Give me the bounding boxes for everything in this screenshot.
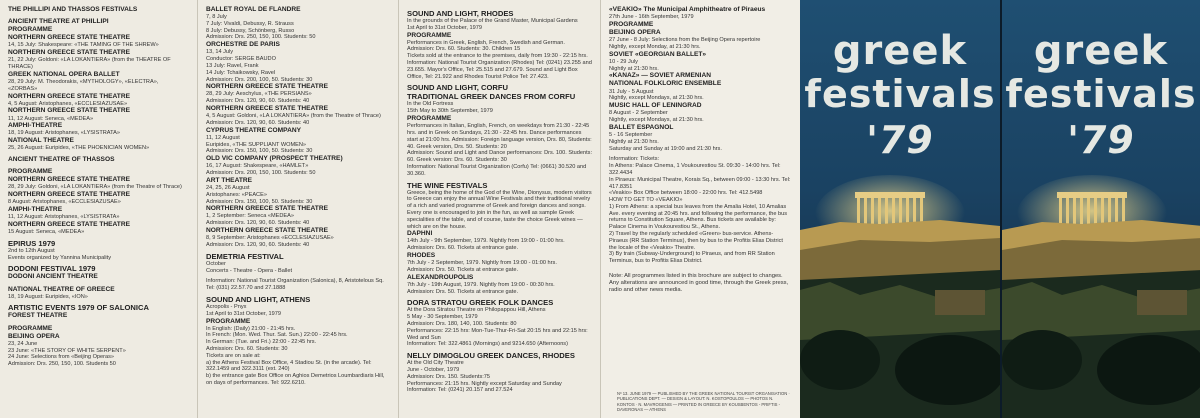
section-heading: GREEK NATIONAL OPERA BALLET bbox=[8, 70, 120, 78]
veakio-blocks bbox=[609, 6, 792, 265]
event-detail-text: 8, 9 September: Aristophanes «ECCLESIAZUSAE» Admission: Drs. 120, 90, 60. Students: 40 bbox=[206, 235, 334, 248]
section-heading: MUSIC HALL OF LENINGRAD bbox=[609, 102, 702, 110]
festival-heading: ARTISTIC EVENTS 1979 OF SALONICA bbox=[8, 303, 149, 313]
imprint-text: Nº 13. JUNE 1979 — PUBLISHED BY THE GREEK NATIONAL TOURIST ORGANISATION · PUBLICATIONS DEPT. — DESIGN & LAYOUT: N. KOSTOPOULOS — PHOTOS N. KONTOS · N. MAVROGENIS — PRINTED IN GREECE BY KOUSBENTOS - PRIFTIS - DAVERONAS — ATHENS bbox=[617, 391, 790, 412]
section-heading: NATIONAL THEATRE bbox=[8, 137, 74, 145]
section-heading: NORTHERN GREECE STATE THEATRE bbox=[8, 176, 130, 184]
event-detail-text: 11, 12 August Euripides, «THE SUPPLIANT WOMEN» Admission: Drs. 150, 100, 50. Students: 30 bbox=[206, 134, 313, 155]
section-heading: ART THEATRE bbox=[206, 176, 253, 184]
acropolis-night-photo-front bbox=[1002, 170, 1200, 418]
event-detail-text: At the Old City Theatre June - October, 1979 Admission: Drs. 150. Students:75 Performances: 21:15 hrs. Nightly except Saturday and Sunday Information: Tel: (0241) 20.157 and 27.524 bbox=[407, 360, 562, 394]
section-heading: PROGRAMME bbox=[8, 324, 53, 332]
event-detail-text: 14, 15 July: Shakespeare: «THE TAMING OF THE SHREW» bbox=[8, 42, 159, 49]
event-detail-text: 8 August - 2 September Nightly, except Mondays, at 21:30 hrs. bbox=[609, 110, 704, 124]
event-detail-text: 28, 29 July: M. Theodorakis, «MYTHOLOGY», «ELECTRA», «ZORBAS» bbox=[8, 78, 159, 92]
event-detail-text: Performances in Italian, English, French, on weekdays from 21:30 - 22:45 hrs. and in Greek on Sundays, 21:30 - 22:45 hrs. Dance performances start at 21:00 hrs. Admission: Foreign language version, Drs. 80, Students: 40. Greek version, Drs. 50. Students: 20 Admission: Sound and Light and Dance performances: Drs. 100. Students: 60. Greek version: Drs. 60. Students: 30 Information: National Tourist Organization (Corfu) Tel: (0661) 30.520 and 30.360. bbox=[407, 123, 593, 177]
cover-title-festivals-front: festivals bbox=[1005, 72, 1197, 116]
section-heading: ORCHESTRE DE PARIS bbox=[206, 41, 280, 49]
section-heading: THE PHILLIPI AND THASSOS FESTIVALS bbox=[8, 6, 138, 13]
section-heading: NORTHERN GREECE STATE THEATRE bbox=[206, 227, 328, 235]
event-detail-text: 7th July - 19th August, 1979. Nightly from 19:00 - 00:30 hrs. Admission: Drs. 50. Tickets at entrance gate. bbox=[407, 281, 555, 295]
event-detail-text: 15 August: Seneca, «MEDEA» bbox=[8, 229, 85, 236]
section-heading: PROGRAMME bbox=[8, 168, 53, 176]
event-detail-text: 7th July - 2 September, 1979. Nightly from 19:00 - 01:00 hrs. Admission: Drs. 50. Tickets at entrance gate. bbox=[407, 260, 557, 273]
event-detail-text: 11, 12 August: Aristophanes, «LYSISTRATA» bbox=[8, 214, 120, 221]
cover-title-year: '79 bbox=[866, 118, 934, 162]
section-heading: ANCIENT THEATRE OF THASSOS bbox=[8, 156, 115, 164]
festival-heading: DORA STRATOU GREEK FOLK DANCES bbox=[407, 298, 554, 308]
panel-rhodes-corfu-wine bbox=[398, 0, 600, 418]
section-heading: NORTHERN GREECE STATE THEATRE bbox=[8, 49, 130, 57]
event-detail-text: Performances in Greek, English, French, Swedish and German. Admission: Drs. 60. Students: 30. Children 15 Tickets sold at the entrance to the premises, daily from 19:30 - 22:15 hrs. Information: National Tourist Organization (Rhodes) Tel: (0241) 23.255 and 23.655. Mayor's Office, Tel: 25.515 and 27.679. Sound and Light Box Office, Tel: 21.922 and Rhodes Tourist Police Tel: 27.423. bbox=[407, 39, 592, 80]
event-detail-text: 25, 26 August: Euripides, «THE PHOENICIAN WOMEN» bbox=[8, 145, 150, 152]
section-heading: NORTHERN GREECE STATE THEATRE bbox=[206, 83, 328, 91]
event-detail-text: 24, 25, 26 August Aristophanes: «PEACE» Admission: Drs. 150, 100, 50. Students: 30 bbox=[206, 185, 313, 205]
cover-front bbox=[1002, 0, 1200, 418]
section-heading: DAPHNI bbox=[407, 230, 433, 238]
event-detail-text: 7, 8 July 7 July: Vivaldi, Debussy, R. Strauss 8 July: Debussy, Schönberg, Russo Admission: Drs. 250, 150, 100. Students: 50 bbox=[206, 14, 316, 41]
cover-inside bbox=[800, 0, 1000, 418]
event-detail-text: 18, 19 August: Aristophanes, «LYSISTRATA» bbox=[8, 130, 120, 137]
section-heading: «VEAKIO» The Municipal Amphitheatre of Piraeus bbox=[609, 6, 766, 13]
event-detail-text: October Concerts - Theatre - Opera - Ballet bbox=[206, 260, 293, 274]
section-heading: NORTHERN GREECE STATE THEATRE bbox=[206, 205, 328, 213]
event-detail-text: Acropolis - Pnyx 1st April to 31st October, 1979 bbox=[206, 303, 281, 317]
festival-heading: SOUND AND LIGHT, CORFU TRADITIONAL GREEK DANCES FROM CORFU bbox=[407, 83, 576, 102]
section-heading: CYPRUS THEATRE COMPANY bbox=[206, 126, 302, 134]
cover-title-greek-front: greek bbox=[1033, 28, 1169, 74]
festival-heading: DODONI FESTIVAL 1979 bbox=[8, 264, 96, 274]
festival-heading: THE WINE FESTIVALS bbox=[407, 180, 488, 190]
event-detail-text: In English: (Daily) 21:00 - 21:45 hrs. In French: (Mon. Wed. Thur. Sat. Sun.) 22:00 - 22:45 hrs. In German: (Tue. and Fri.) 22:00 - 22:45 hrs. Admission: Drs. 60. Students: 30 Tickets are on sale at: a) the Athens Festival Box Office, 4 Stadiou St. (in the arcade). Tel: 322.1459 and 322.3111 (ext. 240) b) the entrance gate Box Office on Aghios Demetrios Loumbardiaris Hill, on days of performances. Tel: 922.6210. bbox=[206, 325, 385, 387]
section-heading: NORTHERN GREECE STATE THEATRE bbox=[8, 107, 130, 115]
event-detail-text: Information: National Tourist Organization (Salonica), 8, Aristotelous Sq. Tel: (031) 22.57.70 and 27.1888 bbox=[206, 278, 384, 292]
event-detail-text: In the grounds of the Palace of the Grand Master, Municipal Gardens 1st April to 31st October, 1979 bbox=[407, 18, 578, 31]
festival-heading: SOUND AND LIGHT, ATHENS bbox=[206, 294, 311, 304]
event-detail-text: 18, 19 August: Euripides, «ION» bbox=[8, 293, 88, 300]
event-detail-text: 28, 29 July: Goldoni, «LA LOKANTIERA» (from the Theatre of Thrace) bbox=[8, 184, 182, 191]
event-detail-text: 5 - 16 September Nightly at 21:30 hrs. Saturday and Sunday at 19:00 and 21:30 hrs. bbox=[609, 131, 722, 152]
event-detail-text: 4, 5 August: Goldoni, «LA LOKANTIERA» (from the Theatre of Thrace) Admission: Drs. 120, 90, 60. Students: 40 bbox=[206, 113, 381, 126]
section-heading: AMPHI-THEATRE bbox=[8, 206, 63, 214]
event-detail-text: 13, 14 July Conductor: SERGE BAUDO 13 July: Ravel, Frank 14 July: Tchaikowsky, Ravel Admission: Drs. 200, 100, 50. Students: 30 bbox=[206, 49, 313, 83]
event-detail-text: At the Dora Stratou Theatre on Philopappou Hill, Athens 5 May - 30 September, 1979 Admission: Drs. 180, 140, 100. Students: 80 Performances: 22:15 hrs: Mon-Tue-Thur-Fri-Sat 20:15 hrs and 22:15 hrs: Wed and Sun Information: Tel: 322.4861 (Mornings) and 9214.650 (Afternoons) bbox=[407, 307, 588, 348]
section-heading: ANCIENT THEATRE AT PHILLIPI bbox=[8, 18, 109, 26]
changes-note: Note: All programmes listed in this brochure are subject to changes. Any alterations are announced in good time, through the Greek press, radio and other news media. bbox=[609, 273, 789, 294]
section-heading: NATIONAL THEATRE OF GREECE bbox=[8, 285, 115, 293]
event-detail-text: 27th June - 16th September, 1979 bbox=[609, 14, 694, 21]
section-heading: OLD VIC COMPANY (PROSPECT THEATRE) bbox=[206, 155, 343, 163]
cover-title-year-front: '79 bbox=[1067, 118, 1135, 162]
event-detail-text: 16, 17 August: Shakespeare, «HAMLET» Admission: Drs. 200, 150, 100. Students: 50 bbox=[206, 163, 316, 177]
section-heading: PROGRAMME bbox=[8, 26, 53, 34]
section-heading: PROGRAMME bbox=[407, 115, 452, 123]
section-heading: NORTHERN GREECE STATE THEATRE bbox=[8, 220, 130, 228]
festival-heading: SOUND AND LIGHT, RHODES bbox=[407, 9, 514, 18]
event-detail-text: 4, 5 August: Aristophanes, «ECCLESIAZUSAE» bbox=[8, 100, 128, 107]
section-heading: RHODES bbox=[407, 252, 436, 259]
section-heading: DODONI ANCIENT THEATRE bbox=[8, 273, 98, 281]
event-detail-text: 21, 22 July: Goldoni: «LA LOKANTIERA» (from the THEATRE OF THRACE) bbox=[8, 57, 171, 71]
section-heading: PROGRAMME bbox=[407, 31, 452, 39]
event-detail-text: 10 - 29 July Nightly at 21:30 hrs. bbox=[609, 58, 659, 72]
acropolis-night-photo bbox=[800, 170, 1000, 418]
event-detail-text: 31 July - 5 August Nightly, except Mondays, at 21:30 hrs. bbox=[609, 88, 704, 102]
panel-veakio bbox=[600, 0, 800, 418]
event-detail-text: 27 June - 8 July: Selections from the Beijing Opera repertoire Nightly, except Monday, at 21:30 hrs. bbox=[609, 37, 761, 50]
section-heading: PROGRAMME bbox=[206, 317, 251, 325]
panel-salonica-athens bbox=[197, 0, 398, 418]
section-heading: NORTHERN GREECE STATE THEATRE bbox=[8, 92, 130, 100]
event-detail-text: 28, 29 July: Aeschylus, «THE PERSIANS» Admission: Drs. 120, 90, 60. Students: 40 bbox=[206, 91, 312, 105]
section-heading: ALEXANDROUPOLIS bbox=[407, 273, 474, 281]
event-detail-text: 14th July - 9th September, 1979. Nightly from 19:00 - 01:00 hrs. Admission: Drs. 60. Tickets at entrance gate. bbox=[407, 238, 565, 252]
section-heading: BEIJING OPERA bbox=[609, 28, 661, 36]
event-detail-text: In the Old Fortress 15th May to 30th September, 1979 bbox=[407, 101, 493, 115]
section-heading: BALLET ESPAGNOL bbox=[609, 123, 674, 131]
section-heading: FOREST THEATRE bbox=[8, 312, 68, 320]
event-detail-text: 11, 12 August: Seneca, «MEDEA» bbox=[8, 115, 94, 122]
event-detail-text: Greece, being the home of the God of the Wine, Dionysus, modern visitors to Greece can enjoy the annual Wine Festivals and their traditional revelry of a rich and varied programme of Greek and foreign dances and songs. Every one is encouraged to join in the fun, as well as sample Greek specialities of the table, and of course, taste the choice Greek wines — which are on the house. bbox=[407, 189, 592, 230]
event-detail-text: 23, 24 June 23 June: «THE STORY OF WHITE SERPENT» 24 June: Selections from «Beijing Operas» Admission: Drs. 250, 150, 100. Students 50 bbox=[8, 340, 126, 368]
event-detail-text: Information: Tickets: In Athens: Palace Cinema, 1 Voukourestiou St. 09:30 - 14:00 hrs. Tel: 322.4434 In Piraeus: Municipal Theatre, Korais Sq., between 09:00 - 13:30 hrs. Tel: 417.8351 «Veakio» Box Office between 18:00 - 22:00 hrs. Tel: 412.5498 HOW TO GET TO «VEAKIO» 1) From Athens: a special bus leaves from the Amalia Hotel, 10 Amalias Ave. every evening at 20:45 hrs. and following the performance, the bus returns to Constitution Square, Athens. Bus tickets are available by: Palace Cinema in Voukourestiou St., Athens. 2) Travel by the regularly scheduled «Green» bus-service. Athens-Piraeus (RR Station Terminus), then by bus to the Profitis Elias District the locale of the «Veakio» Theatre. 3) By train (Subway-Underground) to Piraeus, and from RR Station Terminus, bus to Profitis Elias District. bbox=[609, 156, 791, 265]
cover-title-festivals: festivals bbox=[804, 72, 996, 116]
festival-heading: NELLY DIMOGLOU GREEK DANCES, RHODES bbox=[407, 351, 575, 361]
section-heading: «KANAZ» — SOVIET ARMENIAN NATIONAL FOLKLORIC ENSEMBLE bbox=[609, 72, 722, 88]
festival-heading: DEMETRIA FESTIVAL bbox=[206, 251, 284, 261]
section-heading: AMPHI-THEATRE bbox=[8, 122, 63, 130]
cover-title-greek: greek bbox=[832, 28, 968, 74]
section-heading: PROGRAMME bbox=[609, 20, 654, 28]
section-heading: BALLET ROYAL DE FLANDRE bbox=[206, 6, 301, 13]
festival-heading: EPIRUS 1979 bbox=[8, 238, 56, 248]
section-heading: NORTHERN GREECE STATE THEATRE bbox=[8, 191, 130, 199]
event-detail-text: 1, 2 September: Seneca «MEDEA» Admission: Drs. 120, 90, 60. Students: 40 bbox=[206, 213, 310, 227]
section-heading: NORTHERN GREECE STATE THEATRE bbox=[8, 34, 130, 42]
section-heading: BEIJING OPERA bbox=[8, 332, 60, 340]
panel-phillipi-thassos bbox=[0, 0, 197, 418]
section-heading: SOVIET «GEORGIAN BALLET» bbox=[609, 50, 707, 58]
section-heading: NORTHERN GREECE STATE THEATRE bbox=[206, 105, 328, 113]
event-detail-text: 8 August: Aristophanes, «ECCLESIAZUSAE» bbox=[8, 199, 121, 206]
event-detail-text: 2nd to 12th August Events organized by Yannina Municipality bbox=[8, 247, 112, 261]
